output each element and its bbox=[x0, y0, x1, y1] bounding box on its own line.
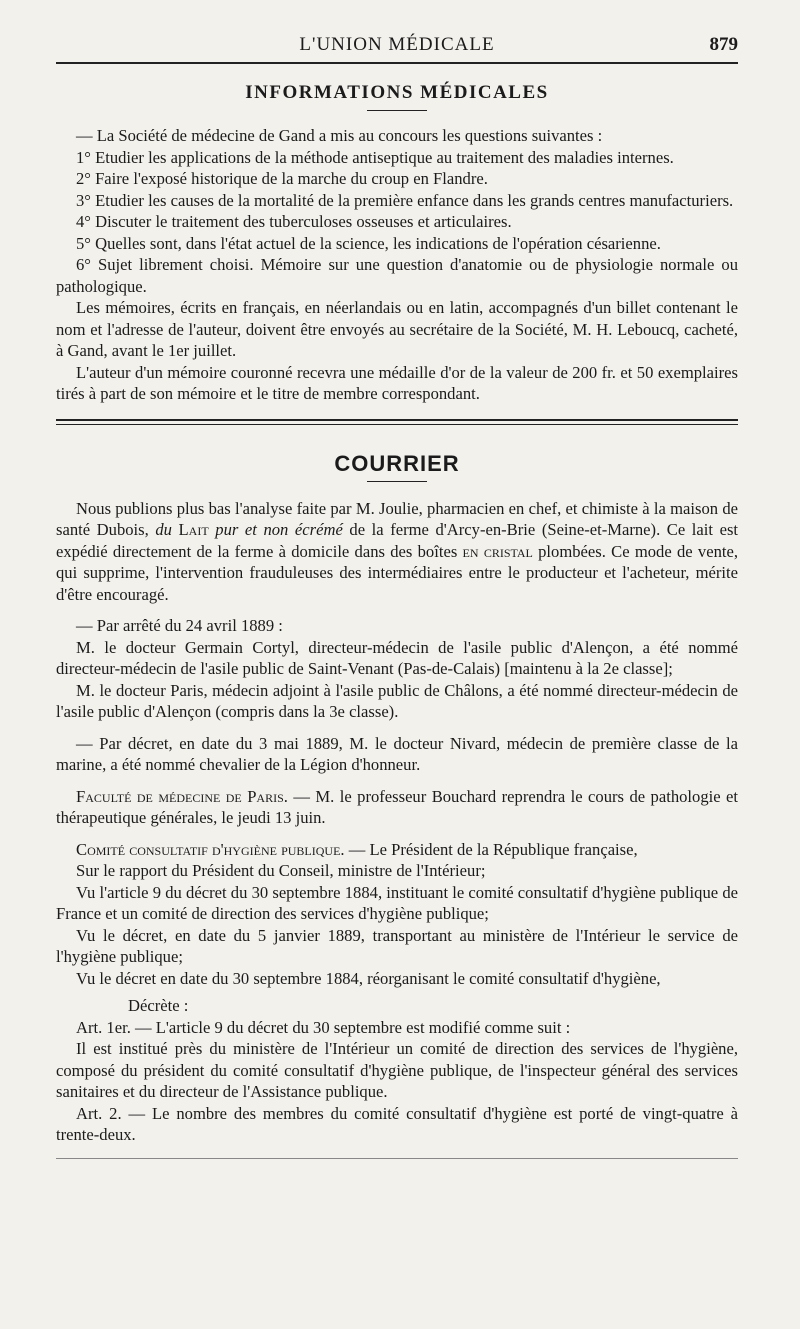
section-double-rule bbox=[56, 419, 738, 425]
title-rule bbox=[367, 110, 427, 111]
lait-text-a: Nous publions plus bas l'analyse faite par M. Joulie, pharmacien en chef, et chimiste à la maison de santé Dubois, bbox=[56, 498, 738, 539]
courrier-title-rule bbox=[367, 481, 427, 482]
info-question-6: 6° Sujet librement choisi. Mémoire sur une question d'anatomie ou de physiologie normale ou pathologique. bbox=[56, 255, 738, 296]
info-memoires: Les mémoires, écrits en français, en néerlandais ou en latin, accompagnés d'un billet contenant le nom et l'adresse de l'auteur, doivent être envoyés au secrétaire de la Société, M. H. Leboucq, cacheté, à Gand, avant le 1er juillet. bbox=[56, 298, 738, 360]
info-question-1: 1° Etudier les applications de la méthode antiseptique au traitement des maladies internes. bbox=[76, 147, 674, 167]
courrier-title: COURRIER bbox=[334, 450, 460, 476]
lait-text-e: de la ferme d'Arcy-en-Brie (Seine-et-Marne). Ce lait est expédié directement de la ferme à domicile dans des boîtes bbox=[56, 520, 739, 561]
informations-title: INFORMATIONS MÉDICALES bbox=[245, 82, 549, 103]
lait-text-g: plombées. Ce mode de vente, qui supprime, l'intervention frauduleuses des intermédiaires entre le producteur et l'acheteur, mérite d'être encouragé. bbox=[56, 541, 738, 604]
info-question-5: 5° Quelles sont, dans l'état actuel de la science, les indications de l'opération césarienne. bbox=[76, 233, 661, 253]
article-1: Art. 1er. — L'article 9 du décret du 30 septembre est modifié comme suit : bbox=[76, 1017, 571, 1037]
courrier-paris: M. le docteur Paris, médecin adjoint à l'asile public de Châlons, a été nommé directeur-médecin de l'asile public d'Alençon (compris dans la 3e classe). bbox=[56, 680, 738, 721]
faculte-text: — M. le professeur Bouchard reprendra le cours de pathologie et thérapeutique générales, le jeudi 13 juin. bbox=[56, 786, 739, 827]
page-number: 879 bbox=[709, 34, 738, 55]
comite-vu-decret-2: Vu le décret en date du 30 septembre 1884, réorganisant le comité consultatif d'hygiène, bbox=[76, 968, 661, 988]
lait-text-c: Lait bbox=[178, 520, 209, 539]
info-intro: — La Société de médecine de Gand a mis au concours les questions suivantes : bbox=[76, 126, 603, 145]
courrier-decret: — Par décret, en date du 3 mai 1889, M. le docteur Nivard, médecin de première classe de la marine, a été nommé chevalier de la Légion d'honneur. bbox=[56, 733, 738, 774]
comite-vu-article: Vu l'article 9 du décret du 30 septembre 1884, instituant le comité consultatif d'hygiène publique de France et un comité de direction des services d'hygiène publique; bbox=[56, 882, 738, 923]
running-head bbox=[56, 28, 738, 62]
comite-label: Comité consultatif d'hygiène publique. bbox=[76, 839, 345, 859]
decrete-heading: Décrète : bbox=[128, 996, 189, 1015]
courrier-cortyl: M. le docteur Germain Cortyl, directeur-médecin de l'asile public d'Alençon, a été nommé directeur-médecin de l'asile public de Saint-Venant (Pas-de-Calais) [maintenu à la 2e classe]; bbox=[56, 637, 738, 678]
courrier-comite bbox=[56, 839, 738, 861]
comite-text: — Le Président de la République française, bbox=[344, 839, 638, 859]
header-rule bbox=[56, 62, 738, 64]
courrier-arrete: — Par arrêté du 24 avril 1889 : bbox=[76, 616, 283, 635]
info-question-4: 4° Discuter le traitement des tuberculoses osseuses et articulaires. bbox=[76, 212, 512, 231]
lait-text-f: en cristal bbox=[462, 541, 533, 561]
lait-text-b: du bbox=[155, 520, 179, 539]
running-title: L'UNION MÉDICALE bbox=[299, 34, 495, 55]
faculte-label: Faculté de médecine de Paris. bbox=[76, 786, 288, 806]
info-medaille: L'auteur d'un mémoire couronné recevra une médaille d'or de la valeur de 200 fr. et 50 exemplaires tirés à part de son mémoire et le titre de membre correspondant. bbox=[56, 362, 738, 403]
courrier-lait bbox=[56, 498, 738, 606]
bottom-rule bbox=[56, 1158, 738, 1159]
comite-vu-decret: Vu le décret, en date du 5 janvier 1889, transportant au ministère de l'Intérieur le service de l'hygiène publique; bbox=[56, 925, 738, 966]
comite-rapport: Sur le rapport du Président du Conseil, ministre de l'Intérieur; bbox=[76, 861, 486, 880]
courrier-faculte bbox=[56, 786, 738, 829]
article-1-text: Il est institué près du ministère de l'Intérieur un comité de direction des services de l'hygiène, composé du président du comité consultatif d'hygiène publique, de l'inspecteur général des services sanitaires et du directeur de l'Assistance publique. bbox=[56, 1039, 738, 1101]
info-question-3: 3° Etudier les causes de la mortalité de la première enfance dans les grands centres manufacturiers. bbox=[76, 190, 734, 210]
lait-text-d: pur et non écrémé bbox=[208, 520, 343, 539]
article-2: Art. 2. — Le nombre des membres du comité consultatif d'hygiène est porté de vingt-quatre à trente-deux. bbox=[56, 1103, 738, 1144]
info-question-2: 2° Faire l'exposé historique de la marche du croup en Flandre. bbox=[76, 169, 488, 188]
